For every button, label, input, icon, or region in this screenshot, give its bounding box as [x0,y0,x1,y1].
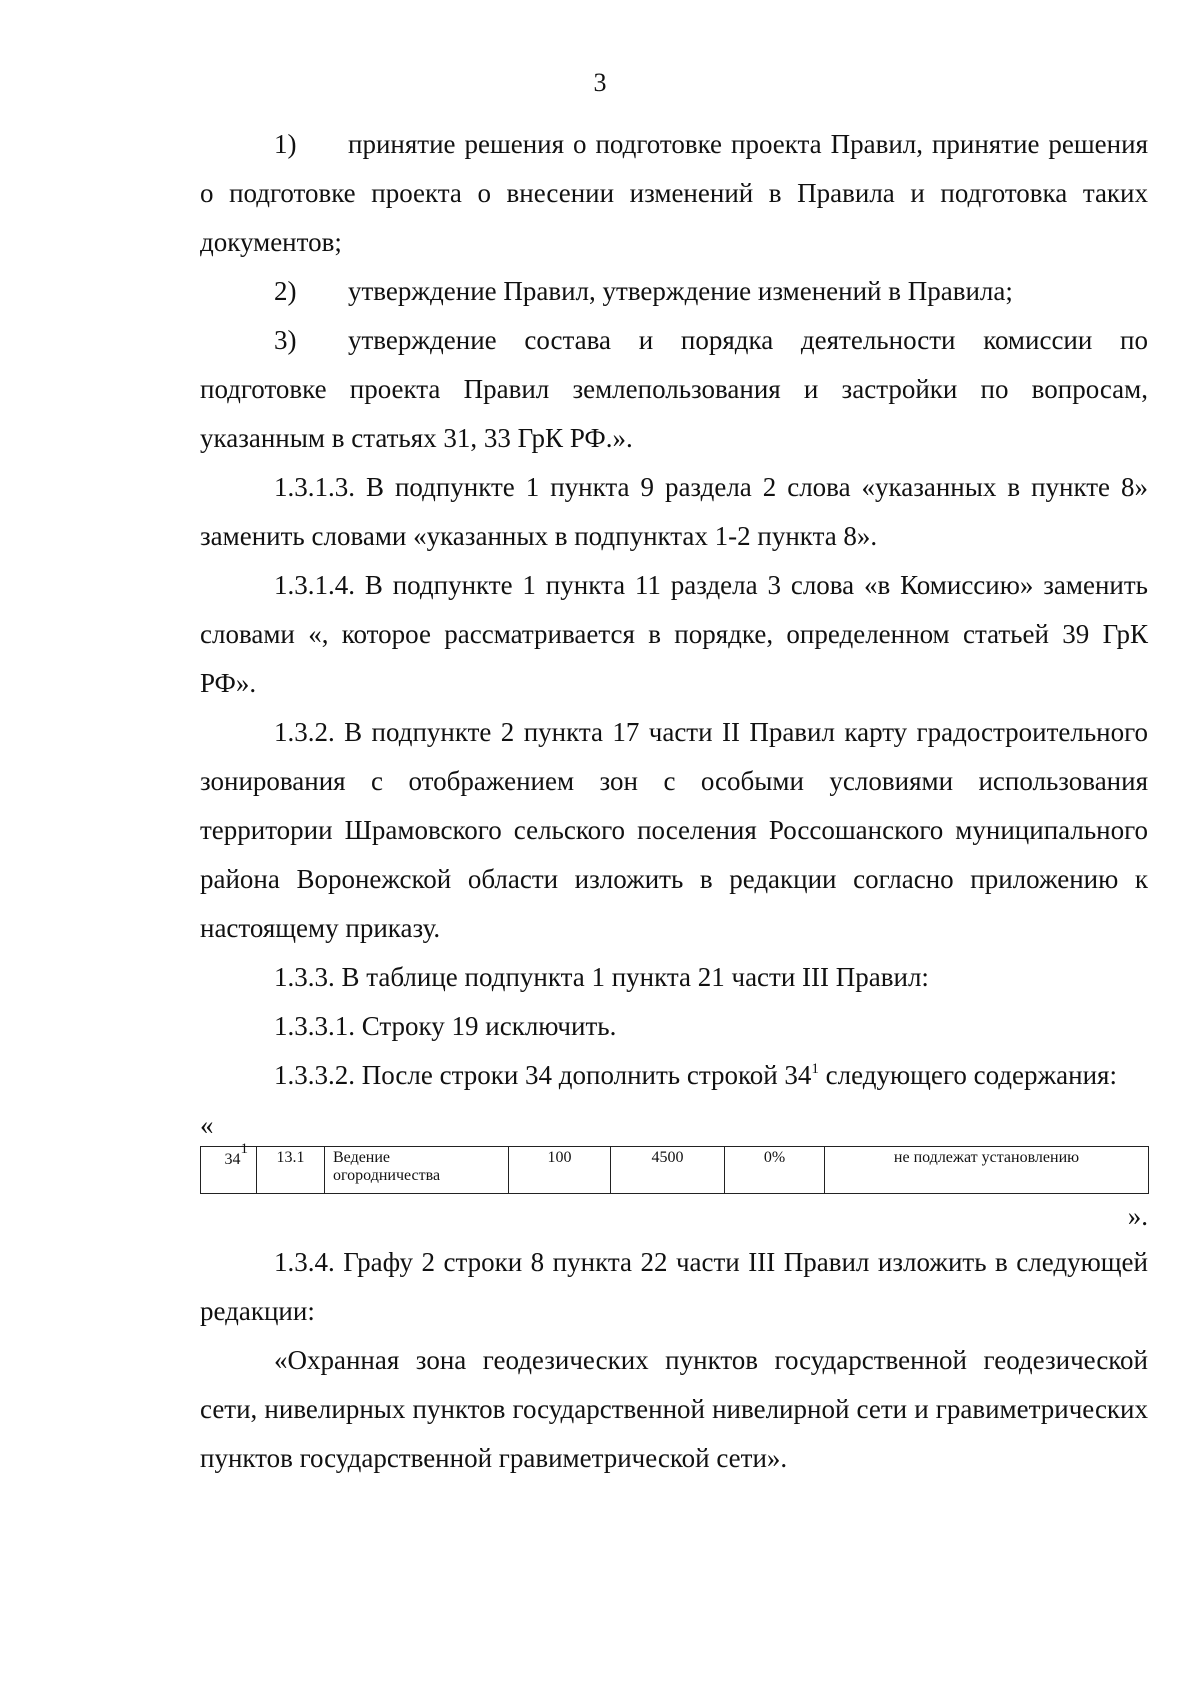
list-item-3 [200,316,1148,463]
document-body [200,120,1148,1483]
cell-percent: 0% [725,1147,825,1194]
table-row [201,1147,1149,1194]
closing-quote: ». [1127,1201,1148,1231]
cell-name: Ведение огородничества [325,1147,509,1194]
paragraph-1-3-3-2 [200,1051,1148,1100]
paragraph-1-3-3: 1.3.3. В таблице подпункта 1 пункта 21 части III Правил: [274,962,929,992]
list-item-text: утверждение Правил, утверждение изменений в Правила; [348,276,1013,306]
paragraph-1-3-1-3: 1.3.1.3. В подпункте 1 пункта 9 раздела 2 слова «указанных в пункте 8» заменить словами «указанных в подпунктах 1-2 пункта 8». [200,472,1148,551]
paragraph-text: 1.3.3.2. После строки 34 дополнить строкой 34 [274,1060,812,1090]
paragraph-text: следующего содержания: [818,1060,1117,1090]
list-item-number: 2) [274,276,297,306]
cell-code: 13.1 [257,1147,325,1194]
cell-note: не подлежат установлению [825,1147,1149,1194]
paragraph-1-3-1-4: 1.3.1.4. В подпункте 1 пункта 11 раздела 3 слова «в Комиссию» заменить словами «, которое рассматривается в порядке, определенном статьей 39 ГрК РФ». [200,570,1148,698]
list-item-text: утверждение состава и порядка деятельности комиссии по подготовке проекта Правил землепользования и застройки по вопросам, указанным в статьях 31, 33 ГрК РФ.». [200,325,1148,453]
opening-quote: « [200,1110,214,1140]
list-item-2 [200,267,1148,316]
inserted-table-row [200,1141,1149,1194]
list-item-1 [200,120,1148,267]
list-item-text: принятие решения о подготовке проекта Правил, принятие решения о подготовке проекта о внесении изменений в Правила и подготовка таких документов; [200,129,1148,257]
list-item-number: 3) [274,325,297,355]
paragraph-quote-text: «Охранная зона геодезических пунктов государственной геодезической сети, нивелирных пунктов государственной нивелирной сети и гравиметрических пунктов государственной гравиметрической сети». [200,1345,1148,1473]
cell-row-number: $34^1$ [201,1147,257,1194]
paragraph-1-3-3-1: 1.3.3.1. Строку 19 исключить. [274,1011,617,1041]
superscript: 1 [811,1061,819,1077]
page-number: 3 [593,68,607,97]
cell-max-area: 4500 [611,1147,725,1194]
paragraph-1-3-4: 1.3.4. Графу 2 строки 8 пункта 22 части III Правил изложить в следующей редакции: [200,1247,1148,1326]
cell-min-area: 100 [509,1147,611,1194]
paragraph-1-3-2: 1.3.2. В подпункте 2 пункта 17 части II Правил карту градостроительного зонирования с отображением зон с особыми условиями использования территории Шрамовского сельского поселения Россошанского муниципального района Воронежской области изложить в редакции согласно приложению к настоящему приказу. [200,717,1148,943]
list-item-number: 1) [274,129,297,159]
